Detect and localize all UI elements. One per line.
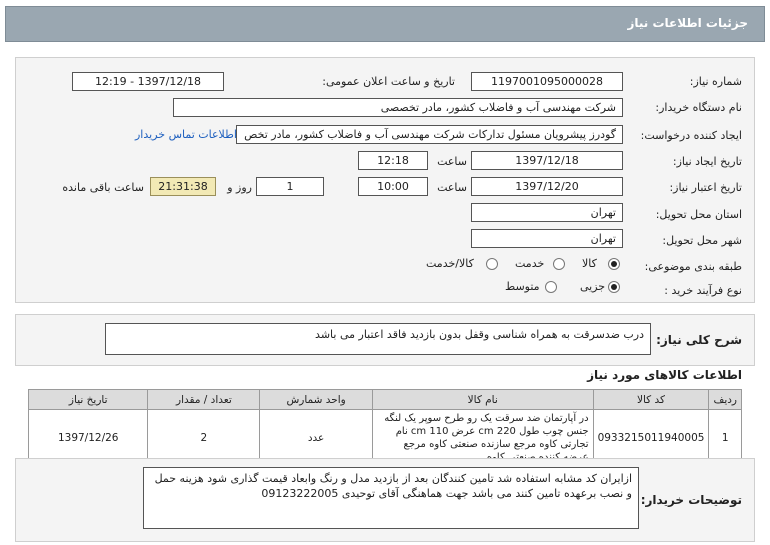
items-table-header: [29, 390, 742, 410]
days-label: روز و: [227, 181, 252, 194]
announce-label: تاریخ و ساعت اعلان عمومی:: [322, 75, 455, 88]
process-medium-radio[interactable]: [545, 281, 557, 293]
category-service-label: خدمت: [515, 257, 545, 270]
cell-name: در آپارتمان ضد سرقت یک رو طرح سوپر یک لنگه جنس چوب طول 220 cm عرض 110 cm نام تجارتی کاوه مرجع سازنده صنعتی کاوه مرجع: [372, 410, 593, 467]
requester-field[interactable]: گودرز پیشرویان مسئول تدارکات شرکت مهندسی آب و فاضلاب کشور، مادر تخص: [236, 125, 623, 144]
process-minor-label: جزیی: [580, 280, 606, 293]
created-time-field[interactable]: 12:18: [358, 151, 428, 170]
col-qty: تعداد / مقدار: [148, 390, 260, 410]
announce-datetime-field[interactable]: 1397/12/18 - 12:19: [72, 72, 224, 91]
buyer-notes-text: ازایران کد مشابه استفاده شد تامین کنندگان بعد از بازدید مدل و رنگ وابعاد قیمت گذاری شود هزینه حمل و نصب برعهده تامین کنند می باشد جهت هماهنگی آقای توحیدی 09123222005: [143, 467, 639, 529]
cell-unit: عدد: [260, 410, 373, 467]
city-label: شهر محل تحویل:: [662, 234, 742, 247]
col-date: تاریخ نیاز: [29, 390, 148, 410]
cell-date: 1397/12/26: [29, 410, 148, 467]
process-type-label: نوع فرآیند خرید :: [664, 284, 742, 297]
need-number-field[interactable]: 1197001095000028: [471, 72, 623, 91]
page-title: جزئیات اطلاعات نیاز: [627, 16, 748, 30]
remaining-time-label: ساعت باقی مانده: [62, 181, 144, 194]
remaining-time-field: 21:31:38: [150, 177, 216, 196]
cell-row: 1: [709, 410, 742, 467]
header-bar: [0, 0, 770, 48]
requester-label: ایجاد کننده درخواست:: [640, 129, 742, 142]
validity-time-label: ساعت: [437, 181, 467, 194]
province-field[interactable]: تهران: [471, 203, 623, 222]
col-name: نام کالا: [372, 390, 593, 410]
city-field[interactable]: تهران: [471, 229, 623, 248]
created-date-label: تاریخ ایجاد نیاز:: [672, 155, 742, 168]
process-minor-radio[interactable]: [608, 281, 620, 293]
validity-time-field[interactable]: 10:00: [358, 177, 428, 196]
category-goods-label: کالا: [582, 257, 597, 270]
process-medium-label: متوسط: [505, 280, 540, 293]
items-table: [28, 389, 742, 467]
cell-qty: 2: [148, 410, 260, 467]
buyer-org-label: نام دستگاه خریدار:: [655, 101, 742, 114]
col-unit: واحد شمارش: [260, 390, 373, 410]
cell-code: 0933215011940005: [593, 410, 709, 467]
items-section-title: اطلاعات کالاهای مورد نیاز: [587, 368, 742, 382]
col-code: کد کالا: [593, 390, 709, 410]
contact-buyer-link[interactable]: اطلاعات تماس خریدار: [135, 128, 237, 141]
created-time-label: ساعت: [437, 155, 467, 168]
category-label: طبقه بندی موضوعی:: [644, 260, 742, 273]
created-date-field[interactable]: 1397/12/18: [471, 151, 623, 170]
need-number-label: شماره نیاز:: [689, 75, 742, 88]
days-remaining-field[interactable]: 1: [256, 177, 324, 196]
category-goods-service-radio[interactable]: [486, 258, 498, 270]
summary-text: درب ضدسرقت به همراه شناسی وقفل بدون بازدید فاقد اعتبار می باشد: [105, 323, 651, 355]
category-goods-service-label: کالا/خدمت: [426, 257, 474, 270]
category-goods-radio[interactable]: [608, 258, 620, 270]
buyer-notes-label: توضیحات خریدار:: [640, 493, 742, 507]
province-label: استان محل تحویل:: [655, 208, 742, 221]
summary-label: شرح کلی نیاز:: [656, 333, 742, 347]
validity-date-field[interactable]: 1397/12/20: [471, 177, 623, 196]
category-service-radio[interactable]: [553, 258, 565, 270]
buyer-org-field[interactable]: شرکت مهندسی آب و فاضلاب کشور، مادر تخصصی: [173, 98, 623, 117]
col-row: ردیف: [709, 390, 742, 410]
validity-date-label: تاریخ اعتبار نیاز:: [669, 181, 742, 194]
